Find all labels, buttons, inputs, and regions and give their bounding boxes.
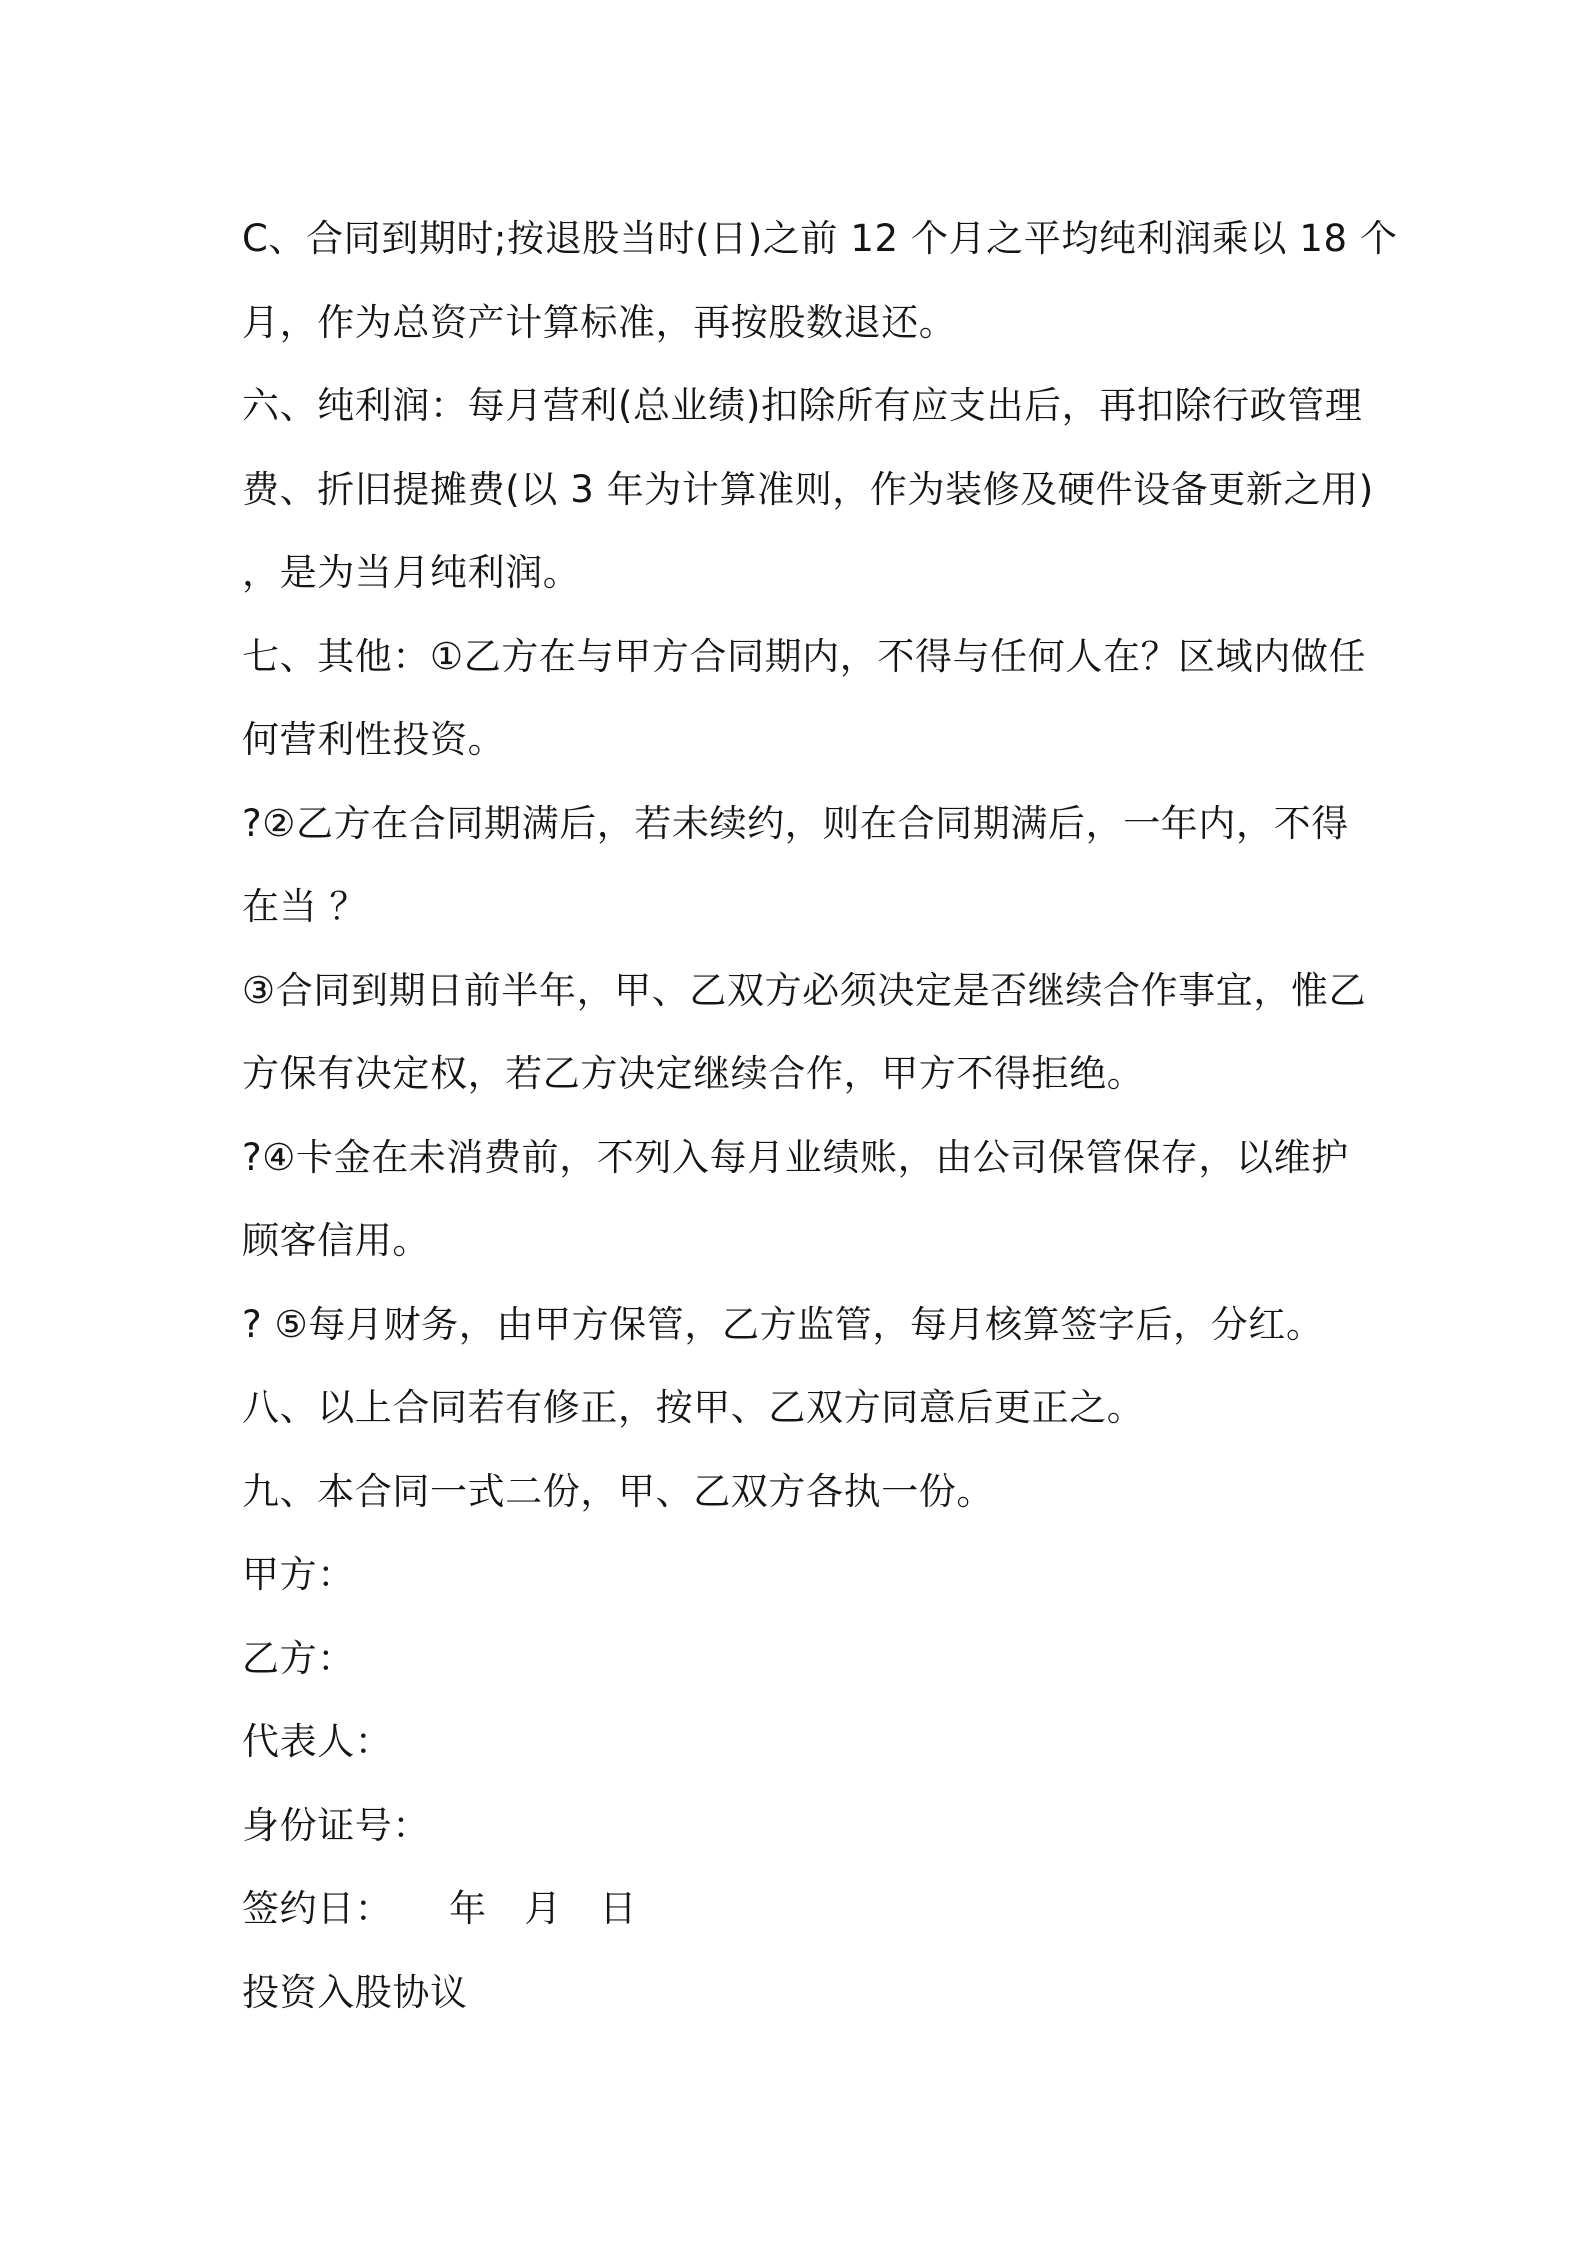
party-b-label: 乙方：	[242, 1636, 355, 1680]
clause-7-line-2: 何营利性投资。	[242, 718, 506, 761]
document-body	[242, 197, 1398, 2034]
clause-7-line-1: 七、其他：①乙方在与甲方合同期内，不得与任何人在？区域内做任	[242, 634, 1367, 678]
clause-7-item-5: ? ⑤每月财务，由甲方保管，乙方监管，每月核算签字后，分红。	[242, 1302, 1324, 1346]
clause-6-line-3: ，是为当月纯利润。	[242, 551, 581, 594]
id-number-label: 身份证号：	[242, 1803, 430, 1847]
clause-6-line-1: 六、纯利润：每月营利(总业绩)扣除所有应支出后，再扣除行政管理	[242, 384, 1363, 427]
clause-7-item-3-line-1: ③合同到期日前半年，甲、乙双方必须决定是否继续合作事宜，惟乙	[242, 968, 1367, 1012]
clause-7-item-4-line-2: 顾客信用。	[242, 1219, 430, 1262]
representative-label: 代表人：	[242, 1720, 393, 1763]
clause-7-item-3-line-2: 方保有决定权，若乙方决定继续合作，甲方不得拒绝。	[242, 1052, 1145, 1095]
clause-7-item-4-line-1: ?④卡金在未消费前，不列入每月业绩账，由公司保管保存，以维护	[242, 1135, 1349, 1179]
clause-c-line-2: 月，作为总资产计算标准，再按股数退还。	[242, 300, 957, 344]
clause-9: 九、本合同一式二份，甲、乙双方各执一份。	[242, 1469, 994, 1513]
clause-7-item-2-line-1: ?②乙方在合同期满后，若未续约，则在合同期满后，一年内，不得	[242, 801, 1349, 845]
party-a-label: 甲方：	[242, 1553, 355, 1596]
clause-8: 八、以上合同若有修正，按甲、乙双方同意后更正之。	[242, 1386, 1145, 1429]
clause-c-line-1: C、合同到期时;按退股当时(日)之前 12 个月之平均纯利润乘以 18 个	[242, 217, 1398, 260]
signing-date-label: 签约日： 年 月 日	[242, 1887, 638, 1930]
document-title-footer: 投资入股协议	[242, 1970, 468, 2014]
clause-7-item-2-line-2: 在当 ？	[242, 885, 368, 928]
clause-6-line-2: 费、折旧提摊费(以 3 年为计算准则，作为装修及硬件设备更新之用)	[242, 467, 1374, 511]
